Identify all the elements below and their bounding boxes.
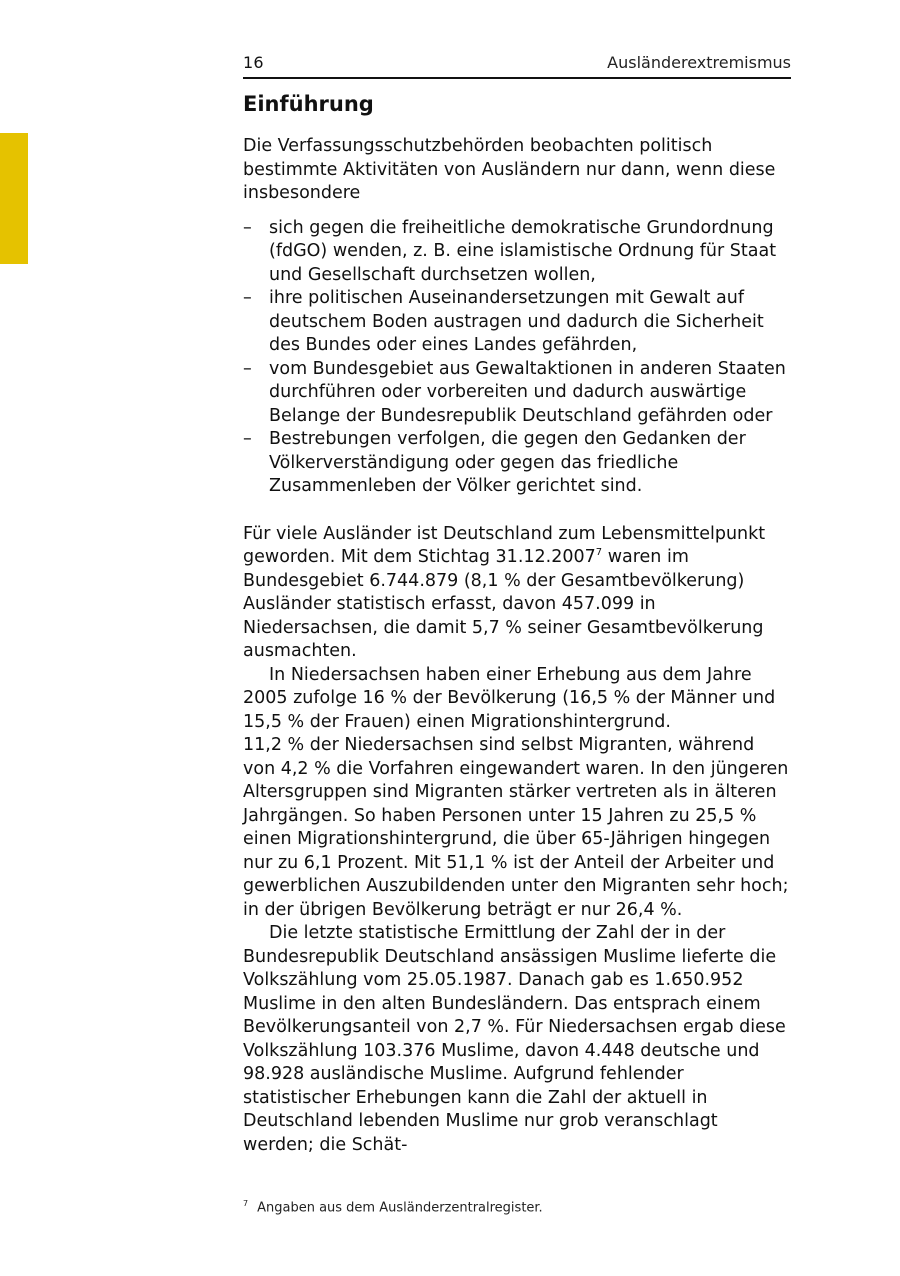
section-title: Ausländerextremismus bbox=[607, 53, 791, 72]
paragraph-foreigners-end: waren im Bundesgebiet 6.744.879 (8,1 % der Gesamtbevölkerung) Ausländer statistisch erfasst, davon 457.099 in Niedersachsen, die damit 5,7 % seiner Gesamtbevölkerung ausmachten. bbox=[243, 547, 764, 661]
paragraph-migration-2005: In Niedersachsen haben einer Erhebung aus dem Jahre 2005 zufolge 16 % der Bevölkerung (16,5 % der Männer und 15,5 % der Frauen) einen Migrationshintergrund. bbox=[243, 664, 776, 732]
page-number: 16 bbox=[243, 53, 264, 72]
list-item-text: Bestrebungen verfolgen, die gegen den Gedanken der Völkerverständigung oder gegen das friedliche Zusammenleben der Völker gerichtet sind. bbox=[269, 429, 746, 496]
chapter-heading: Einführung bbox=[243, 92, 374, 116]
footnote-text: Angaben aus dem Ausländerzentralregister. bbox=[257, 1200, 543, 1216]
criteria-list bbox=[243, 217, 791, 499]
footnote-reference: 7 bbox=[595, 547, 603, 559]
paragraph-foreigners-start: Für viele Ausländer ist Deutschland zum Lebensmittelpunkt geworden. Mit dem Stichtag 31.12.2007 bbox=[243, 523, 766, 567]
footnote bbox=[243, 1195, 543, 1217]
page-body bbox=[243, 52, 791, 1157]
paragraph-foreigners bbox=[243, 523, 791, 664]
paragraph-muslims-census: Die letzte statistische Ermittlung der Zahl der in der Bundesrepublik Deutschland ansässigen Muslime lieferte die Volkszählung vom 25.05.1987. Danach gab es 1.650.952 Muslime in den alten Bundesländern. Das entsprach einem Bevölkerungsanteil von 2,7 %. Für Niedersachsen ergab diese Volkszählung 103.376 Muslime, davon 4.448 deutsche und 98.928 ausländische Muslime. Aufgrund fehlender statistischer Erhebungen kann die Zahl der aktuell in Deutschland lebenden Muslime nur grob veranschlagt werden; die Schät- bbox=[243, 923, 786, 1155]
list-item-text: ihre politischen Auseinandersetzungen mit Gewalt auf deutschem Boden austragen und dadurch die Sicherheit des Bundes oder eines Landes gefährden, bbox=[269, 288, 764, 355]
list-item-text: vom Bundesgebiet aus Gewaltaktionen in anderen Staaten durchführen oder vorbereiten und dadurch auswärtige Belange der Bundesrepublik Deutschland gefährden oder bbox=[269, 358, 786, 426]
list-dash: – bbox=[243, 217, 252, 238]
section-color-tab bbox=[0, 133, 28, 264]
footnote-number: 7 bbox=[243, 1199, 249, 1208]
list-item bbox=[243, 287, 791, 358]
list-item bbox=[243, 428, 791, 499]
list-dash: – bbox=[243, 429, 252, 449]
list-dash: – bbox=[243, 288, 252, 308]
list-item bbox=[243, 217, 791, 288]
list-item-text: sich gegen die freiheitliche demokratische Grundordnung (fdGO) wenden, z. B. eine islamistische Ordnung für Staat und Gesellschaft durchsetzen wollen, bbox=[269, 217, 777, 285]
intro-paragraph: Die Verfassungsschutzbehörden beobachten politisch bestimmte Aktivitäten von Ausländern nur dann, wenn diese insbesondere bbox=[243, 136, 776, 203]
list-item bbox=[243, 358, 791, 429]
running-header bbox=[243, 52, 791, 79]
paragraph-migrants-share: 11,2 % der Niedersachsen sind selbst Migranten, während von 4,2 % die Vorfahren eingewandert waren. In den jüngeren Altersgruppen sind Migranten stärker vertreten als in älteren Jahrgängen. So haben Personen unter 15 Jahren zu 25,5 % einen Migrationshintergrund, die über 65-Jährigen hingegen nur zu 6,1 Prozent. Mit 51,1 % ist der Anteil der Arbeiter und gewerblichen Auszubildenden unter den Migranten sehr hoch; in der übrigen Bevölkerung beträgt er nur 26,4 %. bbox=[243, 735, 789, 920]
list-dash: – bbox=[243, 358, 252, 379]
